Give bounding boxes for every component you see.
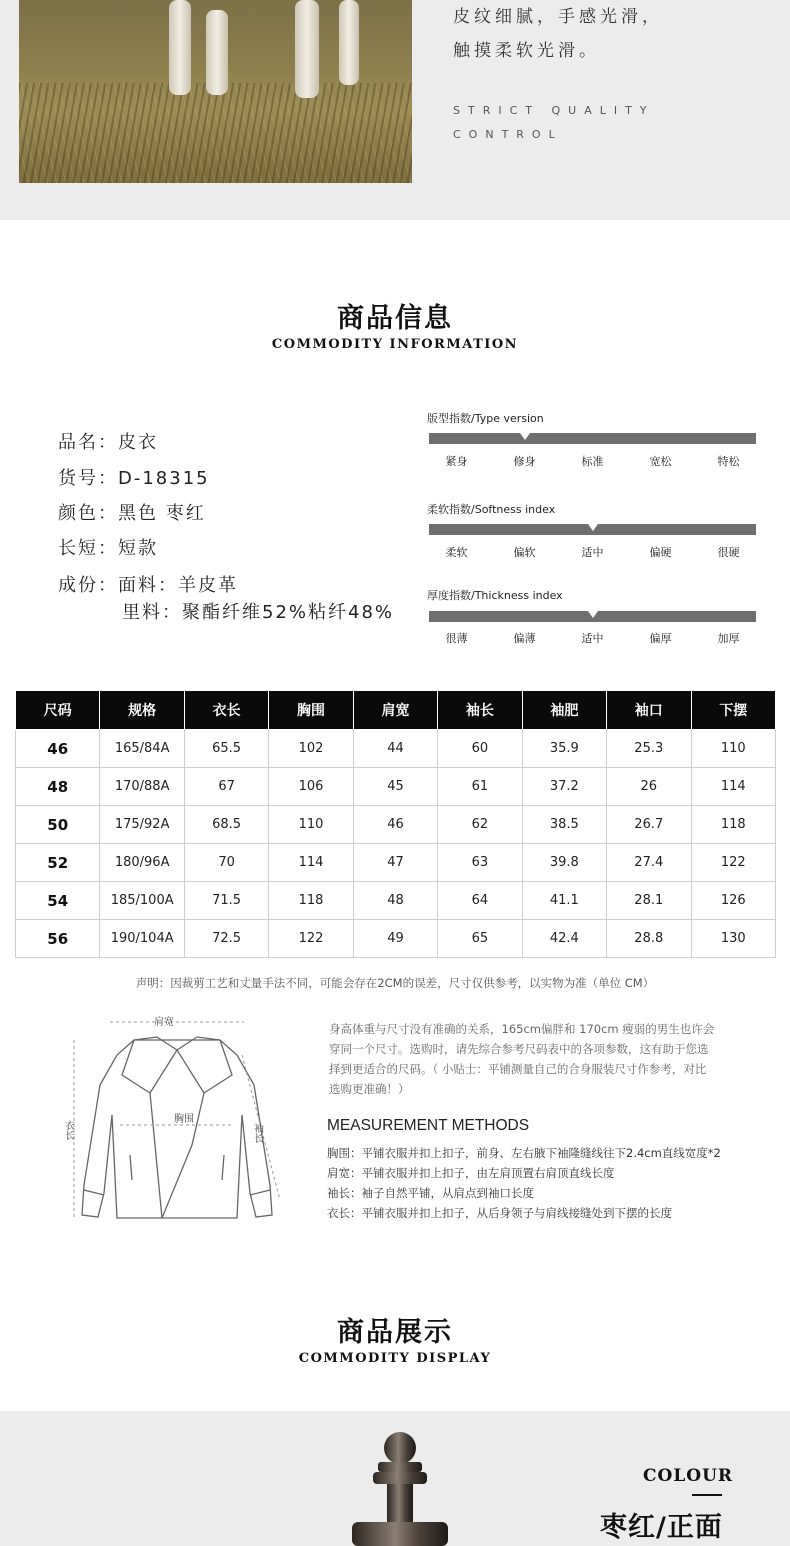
table-cell: 122 (691, 844, 776, 882)
table-cell: 41.1 (522, 882, 606, 920)
banner-text-line2: 触摸柔软光滑。 (453, 41, 600, 61)
table-cell: 180/96A (100, 844, 184, 882)
index-option: 适中 (581, 546, 604, 559)
table-cell: 45 (353, 768, 437, 806)
table-header-row (16, 691, 776, 730)
control-label: CONTROL (453, 128, 563, 141)
table-cell: 61 (438, 768, 522, 806)
product-name: 品名：皮衣 (58, 432, 158, 453)
table-cell: 54 (16, 882, 100, 920)
index-label: 厚度指数/Thickness index (427, 589, 563, 602)
column-header: 袖长 (438, 691, 522, 730)
table-cell: 106 (269, 768, 353, 806)
index-option: 宽松 (649, 455, 672, 468)
table-cell: 114 (691, 768, 776, 806)
table-cell: 38.5 (522, 806, 606, 844)
table-cell: 52 (16, 844, 100, 882)
method-chest: 胸围：平铺衣服并扣上扣子，前身、左右腋下袖隆缝线往下2.4cm直线宽度*2 (327, 1146, 721, 1160)
table-cell: 37.2 (522, 768, 606, 806)
table-row (16, 920, 776, 958)
table-cell: 190/104A (100, 920, 184, 958)
table-cell: 60 (438, 730, 522, 768)
table-cell: 175/92A (100, 806, 184, 844)
size-table (15, 690, 776, 958)
table-cell: 65.5 (184, 730, 268, 768)
table-cell: 110 (691, 730, 776, 768)
index-option: 加厚 (717, 632, 740, 645)
table-cell: 65 (438, 920, 522, 958)
product-composition-lining: 里料：聚酯纤维52%粘纤48% (122, 602, 395, 623)
zipper-pull-image (340, 1430, 460, 1546)
index-option: 很硬 (717, 546, 740, 559)
table-cell: 50 (16, 806, 100, 844)
table-cell: 62 (438, 806, 522, 844)
index-option: 偏软 (513, 546, 536, 559)
table-cell: 63 (438, 844, 522, 882)
table-cell: 28.1 (607, 882, 691, 920)
table-cell: 26 (607, 768, 691, 806)
length-label: 衣长 (62, 1120, 74, 1140)
index-option: 偏厚 (649, 632, 672, 645)
table-cell: 48 (353, 882, 437, 920)
banner-text-line1: 皮纹细腻，手感光滑， (453, 7, 663, 27)
table-cell: 27.4 (607, 844, 691, 882)
table-cell: 25.3 (607, 730, 691, 768)
table-cell: 46 (353, 806, 437, 844)
table-cell: 72.5 (184, 920, 268, 958)
index-option: 柔软 (445, 546, 468, 559)
column-header: 衣长 (184, 691, 268, 730)
index-marker-icon (588, 524, 598, 531)
table-cell: 114 (269, 844, 353, 882)
product-composition-outer: 成份：面料：羊皮革 (58, 575, 238, 596)
index-marker-icon (520, 433, 530, 440)
size-advice (329, 1019, 734, 1099)
table-cell: 68.5 (184, 806, 268, 844)
colour-heading: COLOUR (643, 1466, 734, 1486)
table-cell: 165/84A (100, 730, 184, 768)
jacket-measurement-diagram (62, 1005, 292, 1230)
strict-quality-label: STRICT QUALITY (453, 104, 655, 117)
column-header: 袖肥 (522, 691, 606, 730)
commodity-info-subtitle: COMMODITY INFORMATION (271, 337, 519, 352)
column-header: 规格 (100, 691, 184, 730)
column-header: 袖口 (607, 691, 691, 730)
index-option: 修身 (513, 455, 536, 468)
index-option: 标准 (581, 455, 604, 468)
table-cell: 48 (16, 768, 100, 806)
product-code: 货号：D-18315 (58, 468, 210, 489)
table-cell: 102 (269, 730, 353, 768)
size-advice-line: 择到更适合的尺码。（ 小贴士：平铺测量自己的合身服装尺寸作参考，对比 (329, 1062, 707, 1076)
table-cell: 44 (353, 730, 437, 768)
size-advice-line: 身高体重与尺寸没有准确的关系，165cm偏胖和 170cm 瘦弱的男生也许会 (329, 1022, 715, 1036)
table-cell: 67 (184, 768, 268, 806)
table-cell: 47 (353, 844, 437, 882)
chest-label: 胸围 (174, 1114, 194, 1125)
method-shoulder: 肩宽：平铺衣服并扣上扣子，由左肩顶置右肩顶直线长度 (327, 1166, 615, 1180)
column-header: 下摆 (691, 691, 776, 730)
table-cell: 39.8 (522, 844, 606, 882)
product-length: 长短：短款 (58, 538, 158, 559)
table-row (16, 806, 776, 844)
index-label: 版型指数/Type version (427, 412, 544, 425)
sleeve-label: 袖长 (251, 1123, 263, 1143)
column-header: 肩宽 (353, 691, 437, 730)
shoulder-width-label: 肩宽 (154, 1017, 174, 1028)
index-marker-icon (588, 611, 598, 618)
index-option: 偏薄 (513, 632, 536, 645)
table-cell: 110 (269, 806, 353, 844)
table-cell: 170/88A (100, 768, 184, 806)
sheep-photo (19, 0, 412, 183)
index-bar (429, 611, 756, 622)
colour-underline (692, 1494, 722, 1496)
index-option: 偏硬 (649, 546, 672, 559)
table-cell: 49 (353, 920, 437, 958)
table-cell: 130 (691, 920, 776, 958)
table-cell: 70 (184, 844, 268, 882)
table-row (16, 882, 776, 920)
product-color: 颜色：黑色 枣红 (58, 503, 206, 524)
table-cell: 35.9 (522, 730, 606, 768)
table-row (16, 844, 776, 882)
commodity-display-subtitle: COMMODITY DISPLAY (298, 1351, 492, 1366)
commodity-info-title: 商品信息 (337, 303, 453, 334)
table-cell: 126 (691, 882, 776, 920)
table-cell: 46 (16, 730, 100, 768)
measurement-methods-title: MEASUREMENT METHODS (327, 1117, 530, 1134)
table-row (16, 768, 776, 806)
table-cell: 185/100A (100, 882, 184, 920)
index-label: 柔软指数/Softness index (427, 503, 556, 516)
column-header: 胸围 (269, 691, 353, 730)
size-disclaimer: 声明：因裁剪工艺和丈量手法不同，可能会存在2CM的误差，尺寸仅供参考，以实物为准（单位 CM） (135, 976, 655, 990)
colour-name: 枣红/正面 (600, 1512, 723, 1543)
index-option: 很薄 (445, 632, 468, 645)
table-cell: 118 (691, 806, 776, 844)
table-cell: 64 (438, 882, 522, 920)
table-cell: 118 (269, 882, 353, 920)
index-bar (429, 433, 756, 444)
table-cell: 56 (16, 920, 100, 958)
method-length: 衣长：平铺衣服并扣上扣子，从后身领子与肩线接缝处到下摆的长度 (327, 1206, 672, 1220)
commodity-display-title: 商品展示 (337, 1317, 453, 1348)
index-option: 特松 (717, 455, 740, 468)
table-row (16, 730, 776, 768)
table-cell: 26.7 (607, 806, 691, 844)
index-bar (429, 524, 756, 535)
table-cell: 42.4 (522, 920, 606, 958)
table-cell: 28.8 (607, 920, 691, 958)
index-option: 紧身 (445, 455, 468, 468)
size-advice-line: 穿同一个尺寸。选购时，请先综合参考尺码表中的各项参数，这有助于您选 (329, 1042, 709, 1056)
table-cell: 122 (269, 920, 353, 958)
size-advice-line: 选购更准确！） (329, 1082, 410, 1096)
index-option: 适中 (581, 632, 604, 645)
column-header: 尺码 (16, 691, 100, 730)
table-cell: 71.5 (184, 882, 268, 920)
method-sleeve: 袖长：袖子自然平铺，从肩点到袖口长度 (327, 1186, 534, 1200)
